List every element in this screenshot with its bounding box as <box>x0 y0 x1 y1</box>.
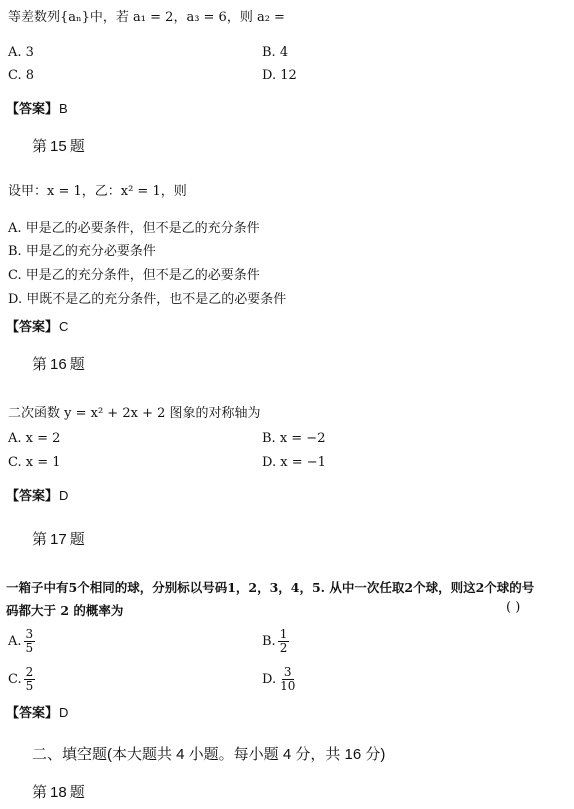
answer-value: B <box>59 101 68 116</box>
q16-option-b: B. x = −2 <box>262 431 326 446</box>
fraction: $\frac{2}{5}$ <box>25 665 34 693</box>
answer-label: 【答案】 <box>6 488 59 503</box>
q17-option-c: C. $\frac{2}{5}$ <box>8 665 34 693</box>
q17-stem-line2: 码都大于 2 的概率为 <box>6 603 124 618</box>
q14-option-a: A. 3 <box>8 45 34 60</box>
q14-option-d: D. 12 <box>262 68 297 83</box>
q16-option-a: A. x = 2 <box>8 431 61 446</box>
q16-stem: 二次函数 y = x² + 2x + 2 图象的对称轴为 <box>8 406 261 421</box>
q15-stem: 设甲：x = 1，乙：x² = 1，则 <box>8 184 187 199</box>
q15-option-b: B. 甲是乙的充分必要条件 <box>8 244 156 259</box>
q15-answer <box>6 316 68 335</box>
fraction: $\frac{3}{10}$ <box>280 665 296 693</box>
q15-option-c: C. 甲是乙的充分条件，但不是乙的必要条件 <box>8 268 260 283</box>
q15-title: 第 15 题 <box>32 138 85 155</box>
q16-title: 第 16 题 <box>32 356 85 373</box>
q17-answer-paren: ( ) <box>506 600 521 615</box>
q16-answer <box>6 485 68 504</box>
fraction: $\frac{3}{5}$ <box>25 627 34 655</box>
answer-value: D <box>59 488 69 503</box>
q17-option-a: A. $\frac{3}{5}$ <box>8 627 34 655</box>
q14-answer <box>6 98 68 117</box>
q14-stem: 等差数列{aₙ}中，若 a₁ = 2，a₃ = 6，则 a₂ = <box>8 10 285 25</box>
q17-option-d: D. $\frac{3}{10}$ <box>262 665 296 693</box>
q14-option-c: C. 8 <box>8 68 35 83</box>
q15-option-a: A. 甲是乙的必要条件，但不是乙的充分条件 <box>8 221 260 236</box>
q17-stem-line1: 一箱子中有5个相同的球，分别标以号码1，2，3，4，5. 从中一次任取2个球，则这2个球的号 <box>6 580 535 595</box>
q15-option-d: D. 甲既不是乙的充分条件，也不是乙的必要条件 <box>8 292 287 307</box>
q17-title: 第 17 题 <box>32 531 85 548</box>
fraction: $\frac{1}{2}$ <box>279 627 288 655</box>
section-title: 二、填空题(本大题共 4 小题。每小题 4 分，共 16 分) <box>32 746 386 763</box>
answer-label: 【答案】 <box>6 101 59 116</box>
answer-value: C <box>59 319 69 334</box>
answer-label: 【答案】 <box>6 705 59 720</box>
q17-answer <box>6 702 68 721</box>
q16-option-d: D. x = −1 <box>262 455 326 470</box>
q16-option-c: C. x = 1 <box>8 455 61 470</box>
q18-title: 第 18 题 <box>32 784 85 801</box>
q14-option-b: B. 4 <box>262 45 289 60</box>
answer-label: 【答案】 <box>6 319 59 334</box>
q17-option-b: B. $\frac{1}{2}$ <box>262 627 288 655</box>
answer-value: D <box>59 705 69 720</box>
